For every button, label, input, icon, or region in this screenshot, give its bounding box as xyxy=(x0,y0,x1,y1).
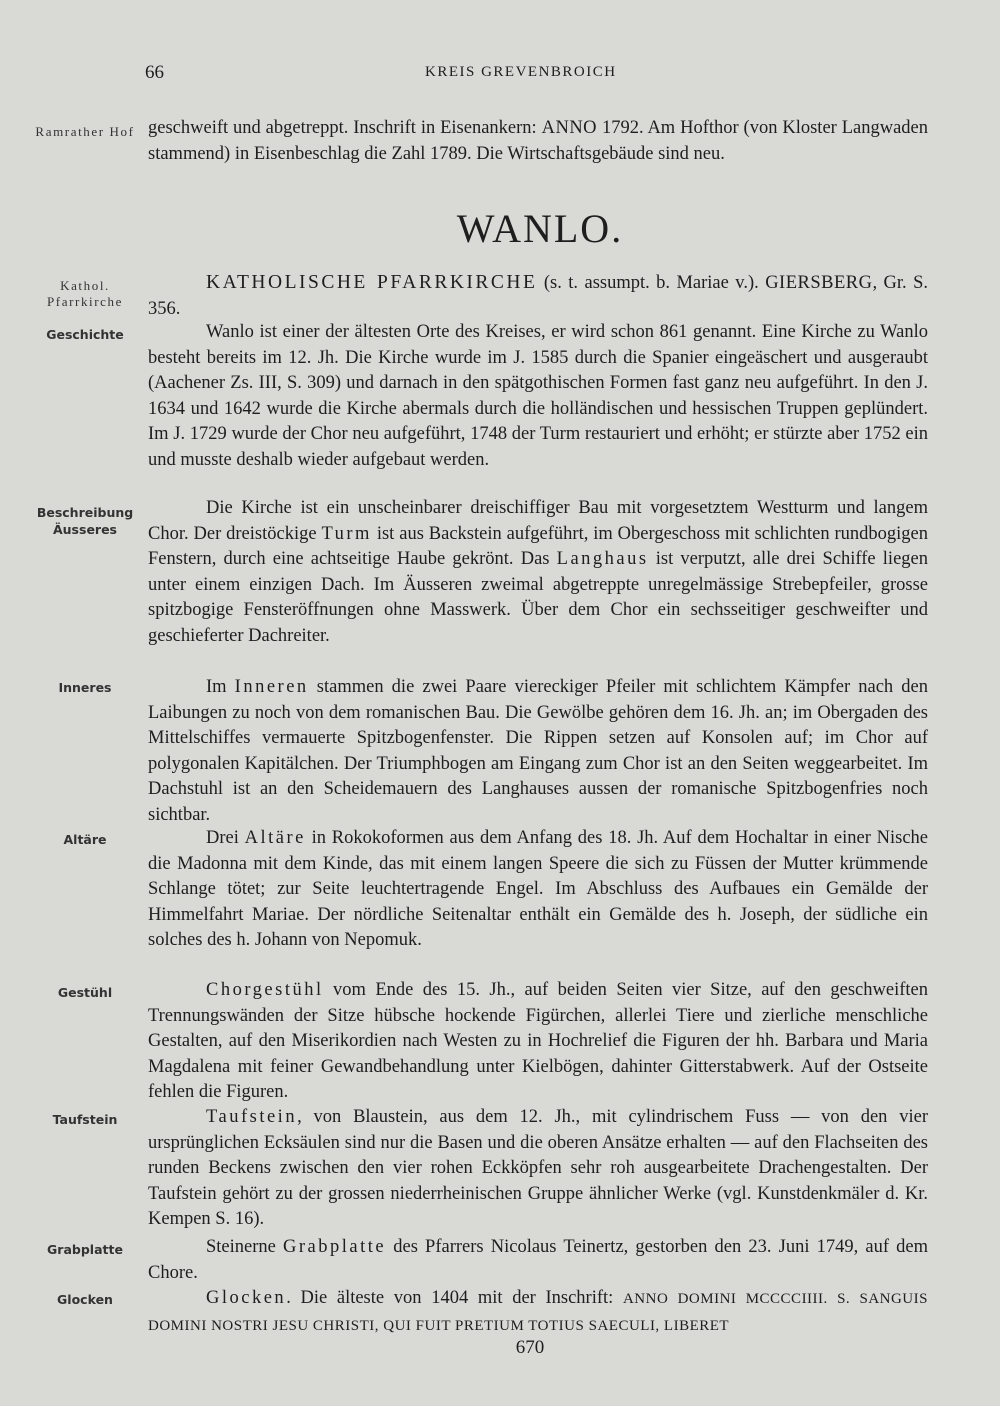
paragraph-geschichte xyxy=(148,320,928,474)
paragraph-glocken xyxy=(148,1286,928,1339)
paragraph-inneres xyxy=(148,675,928,829)
margin-note-kathol-pfarrkirche: Kathol. Pfarrkirche xyxy=(46,278,124,309)
altaere-term: Altäre xyxy=(244,828,306,848)
beschreibung-text-a: Die Kirche ist ein unscheinbarer dreischiffiger Bau mit vorgesetztem Westturm und langem Chor. Der dreistöckige xyxy=(148,498,928,544)
paragraph-grabplatte xyxy=(148,1235,928,1286)
margin-note-grabplatte: Grabplatte xyxy=(47,1242,123,1257)
church-heading-text-b: , Gr. S. 356. xyxy=(148,273,929,319)
grabplatte-text-b: des Pfarrers Nicolaus Teinertz, gestorben den 23. Juni 1749, auf dem Chore. xyxy=(148,1237,928,1283)
section-title: WANLO. xyxy=(456,206,624,251)
grabplatte-term: Grabplatte xyxy=(283,1237,387,1257)
margin-note-glocken: Glocken xyxy=(57,1292,113,1307)
glocken-term: Glocken xyxy=(206,1288,287,1308)
gestuehl-text-b: vom Ende des 15. Jh., auf beiden Seiten vier Sitze, auf den geschweiften Trennungswänden der Sitze hübsche hockende Figürchen, allerlei Tiere und zierliche menschliche Gestalten, auf den Miserikordien nach Westen zu in Hochrelief die Figuren der hh. Barbara und Maria Magdalena mit feiner Gewandbehandlung unter Kielbögen, dahinter Gitterstabwerk. Auf der Ostseite fehlen die Figuren. xyxy=(148,980,928,1103)
taufstein-text-b: , von Blaustein, aus dem 12. Jh., mit cylindrischem Fuss — von den vier ursprünglichen Ecksäulen sind nur die Basen und die oberen Ansätze erhalten — auf den Flachseiten des runden Beckens zwischen den vier rohen Eckköpfen sehr roh ausgearbeitete Drachengestalten. Der Taufstein gehört zu der grossen niederrheinischen Gruppe ähnlicher Werke (vgl. Kunstdenkmäler d. Kr. Kempen S. 16). xyxy=(148,1107,928,1230)
grabplatte-text-a: Steinerne xyxy=(206,1237,284,1257)
langhaus-term: Langhaus xyxy=(556,549,649,570)
margin-note-taufstein: Taufstein xyxy=(52,1112,118,1127)
page-number: 66 xyxy=(145,62,164,83)
taufstein-term: Taufstein xyxy=(206,1107,298,1127)
altaere-text-b: in Rokokoformen aus dem Anfang des 18. Jh. Auf dem Hochaltar in einer Nische die Madonna mit dem Kinde, das mit einem langen Speere die sich zu Füssen der Mutter krümmende Schlange tötet; zur Seite leuchtertragende Engel. Im Abschluss des Aufbaues ein Gemälde der Himmelfahrt Mariae. Der nördliche Seitenaltar enthält ein Gemälde des h. Joseph, der südliche ein solches des h. Johann von Nepomuk. xyxy=(148,828,928,951)
intro-text-a: geschweift und abgetreppt. Inschrift in Eisenankern: xyxy=(148,118,542,138)
intro-paragraph xyxy=(148,116,928,167)
margin-note-inneres: Inneres xyxy=(58,680,112,695)
margin-note-ramrather-hof: Ramrather Hof xyxy=(35,124,135,139)
paragraph-altaere xyxy=(148,826,928,954)
church-heading xyxy=(148,270,928,322)
inneres-text-b: stammen die zwei Paare viereckiger Pfeiler mit schlichtem Kämpfer nach den Laibungen zu noch von dem romanischen Bau. Die Gewölbe gehören dem 16. Jh. an; im Obergaden des Mittelschiffes vermauerte Spitzbogenfenster. Die Rippen setzen auf Konsolen auf; im Chor auf polygonalen Kapitälchen. Der Triumphbogen am Eingang zum Chor ist an den Seiten weggearbeitet. Im Dachstuhl ist an den Scheidemauern des Langhauses aussen der romanische Spitzbogenfries noch sichtbar. xyxy=(148,677,928,825)
paragraph-gestuehl xyxy=(148,978,928,1106)
chorgestuehl-term: Chorgestühl xyxy=(206,980,324,1000)
intro-text-b: 1792. Am Hofthor (von Kloster Langwaden stammend) in Eisenbeschlag die Zahl 1789. Die Wirtschaftsgebäude sind neu. xyxy=(148,118,929,164)
bell-inscription: ANNO DOMINI MCCCCIIII. S. SANGUIS DOMINI NOSTRI JESU CHRISTI, QUI FUIT PRETIUM TOTIUS SAECULI, LIBERET xyxy=(148,1291,928,1334)
beschreibung-text-b: ist aus Backstein aufgeführt, im Obergeschoss mit schlichten rundbogigen Fenstern, durch eine achtseitige Haube gekrönt. Das xyxy=(148,523,928,570)
giersberg: GIERSBERG xyxy=(765,273,873,293)
margin-note-geschichte: Geschichte xyxy=(46,327,124,342)
margin-note-beschreibung: Beschreibung xyxy=(36,505,134,520)
inneres-text-a: Im xyxy=(206,677,235,697)
geschichte-text: Wanlo ist einer der ältesten Orte des Kreises, er wird schon 861 genannt. Eine Kirche zu Wanlo besteht bereits im 12. Jh. Die Kirche wurde im J. 1585 durch die Spanier eingeäschert und ausgeraubt (Aachener Zs. III, S. 309) und darnach in den spätgothischen Formen fast ganz neu aufgeführt. In den J. 1634 und 1642 wurde die Kirche abermals durch die holländischen und hessischen Truppen geplündert. Im J. 1729 wurde der Chor neu aufgeführt, 1748 der Turm restauriert und erhöht; er stürzte aber 1752 ein und musste deshalb wieder aufgebaut werden. xyxy=(148,322,928,470)
margin-note-aeusseres: Äusseres xyxy=(52,522,117,537)
footer-page-number: 670 xyxy=(515,1337,545,1358)
church-title: KATHOLISCHE PFARRKIRCHE xyxy=(206,272,538,293)
margin-note-gestuehl: Gestühl xyxy=(57,985,113,1000)
running-header xyxy=(145,62,930,86)
paragraph-taufstein xyxy=(148,1105,928,1233)
turm-term: Turm xyxy=(321,523,372,544)
church-heading-text-a: (s. t. assumpt. b. Mariae v.). xyxy=(537,273,766,293)
beschreibung-text-c: ist verputzt, alle drei Schiffe liegen unter einem einzigen Dach. Im Äusseren zweimal abgetreppte unregelmässige Strebepfeiler, grosse spitzbogige Fensteröffnungen ohne Masswerk. Über dem Chor ein sechsseitiger geschweifter und geschieferter Dachreiter. xyxy=(148,549,928,646)
glocken-text-b: . Die älteste von 1404 mit der Inschrift: xyxy=(286,1288,623,1308)
altaere-text-a: Drei xyxy=(206,828,245,848)
running-title: KREIS GREVENBROICH xyxy=(425,64,617,80)
margin-note-altaere: Altäre xyxy=(63,832,107,847)
inneren-term: Inneren xyxy=(234,677,309,697)
anno-word: ANNO xyxy=(541,118,598,138)
paragraph-beschreibung xyxy=(148,496,928,650)
